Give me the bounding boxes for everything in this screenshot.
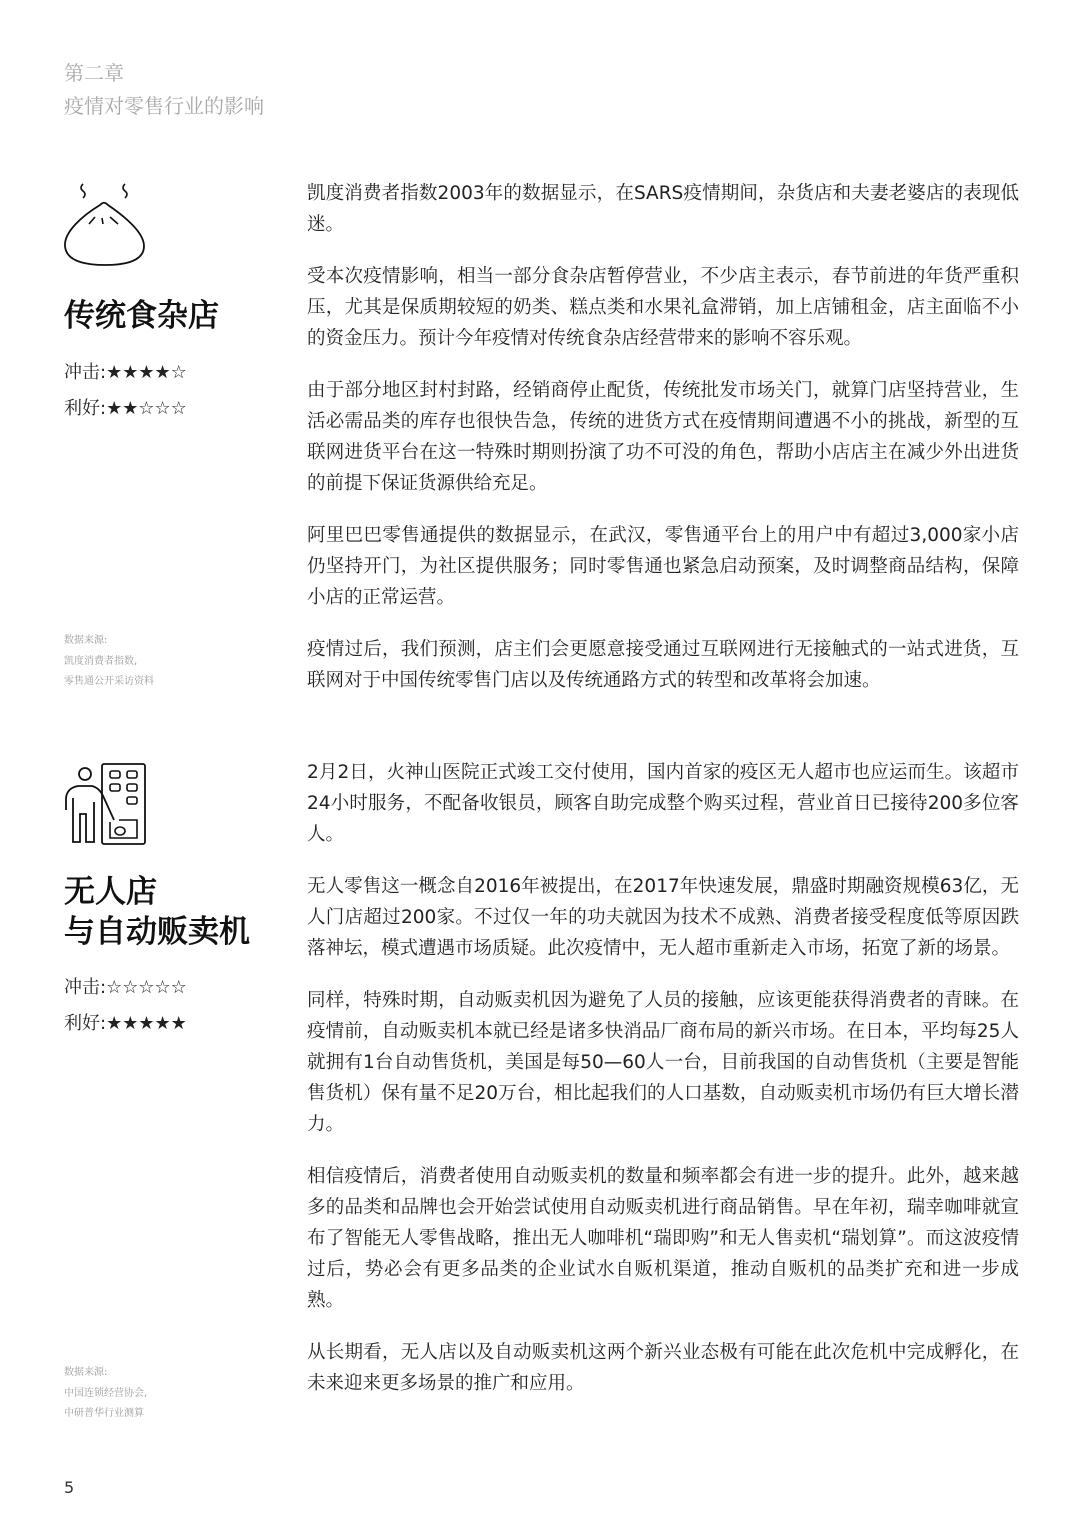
- source-line: 数据来源:: [64, 1367, 108, 1378]
- paragraph: 同样，特殊时期，自动贩卖机因为避免了人员的接触，应该更能获得消费者的青睐。在疫情前，自动贩卖机本就已经是诸多快消品厂商布局的新兴市场。在日本，平均每25人就拥有1台自动售货机，美国是每50—60人一台，目前我国的自动售货机（主要是智能售货机）保有量不足20万台，相比起我们的人口基数，自动贩卖机市场仍有巨大增长潜力。: [307, 990, 1019, 1135]
- section-body: [307, 757, 1019, 1420]
- paragraph: 疫情过后，我们预测，店主们会更愿意接受通过互联网进行无接触式的一站式进货，互联网对于中国传统零售门店以及传统通路方式的转型和改革将会加速。: [307, 639, 1019, 691]
- section-heading: 无人店: [64, 874, 157, 910]
- source-line: 零售通公开采访资料: [64, 676, 154, 687]
- source-line: 数据来源:: [64, 635, 108, 646]
- impact-rating: [64, 355, 187, 391]
- benefit-rating: [64, 1006, 187, 1042]
- paragraph: 凯度消费者指数2003年的数据显示，在SARS疫情期间，杂货店和夫妻老婆店的表现低迷。: [307, 183, 1019, 235]
- section-heading: 与自动贩卖机: [64, 914, 250, 950]
- benefit-label: 利好:: [64, 398, 107, 419]
- impact-rating: [64, 970, 187, 1006]
- paragraph: 2月2日，火神山医院正式竣工交付使用，国内首家的疫区无人超市也应运而生。该超市24小时服务，不配备收银员，顾客自助完成整个购买过程，营业首日已接待200多位客人。: [307, 762, 1019, 845]
- source-line: 凯度消费者指数,: [64, 655, 138, 667]
- source-line: 中研普华行业测算: [64, 1408, 144, 1419]
- benefit-stars: ★★★★★: [106, 1013, 187, 1034]
- paragraph: 无人零售这一概念自2016年被提出，在2017年快速发展，鼎盛时期融资规模63亿，无人门店超过200家。不过仅一年的功夫就因为技术不成熟、消费者接受程度低等原因跌落神坛，模式遭遇市场质疑。此次疫情中，无人超市重新走入市场，拓宽了新的场景。: [307, 876, 1019, 959]
- paragraph: 从长期看，无人店以及自动贩卖机这两个新兴业态极有可能在此次危机中完成孵化，在未来迎来更多场景的推广和应用。: [307, 1342, 1019, 1394]
- impact-stars: ☆☆☆☆☆: [106, 977, 187, 998]
- chapter-title: 疫情对零售行业的影响: [64, 94, 264, 118]
- page-number: 5: [64, 1478, 75, 1497]
- data-source-note: [64, 1363, 147, 1425]
- section-body: [307, 178, 1019, 717]
- vending-machine-person-icon: [64, 762, 148, 846]
- impact-label: 冲击:: [64, 362, 107, 383]
- benefit-stars: ★★☆☆☆: [106, 398, 187, 419]
- data-source-note: [64, 631, 154, 693]
- benefit-rating: [64, 391, 187, 427]
- chapter-label: 第二章: [64, 61, 124, 85]
- impact-stars: ★★★★☆: [106, 362, 187, 383]
- impact-label: 冲击:: [64, 977, 107, 998]
- paragraph: 受本次疫情影响，相当一部分食杂店暂停营业，不少店主表示，春节前进的年货严重积压，尤其是保质期较短的奶类、糕点类和水果礼盒滞销，加上店铺租金，店主面临不小的资金压力。预计今年疫情对传统食杂店经营带来的影响不容乐观。: [307, 266, 1019, 349]
- section-heading: 传统食杂店: [64, 298, 219, 334]
- paragraph: 由于部分地区封村封路，经销商停止配货，传统批发市场关门，就算门店坚持营业，生活必需品类的库存也很快告急，传统的进货方式在疫情期间遭遇不小的挑战，新型的互联网进货平台在这一特殊时期则扮演了功不可没的角色，帮助小店店主在减少外出进货的前提下保证货源供给充足。: [307, 380, 1019, 494]
- paragraph: 相信疫情后，消费者使用自动贩卖机的数量和频率都会有进一步的提升。此外，越来越多的品类和品牌也会开始尝试使用自动贩卖机进行商品销售。早在年初，瑞幸咖啡就宣布了智能无人零售战略，推出无人咖啡机“瑞即购”和无人售卖机“瑞划算”。而这波疫情过后，势必会有更多品类的企业试水自贩机渠道，推动自贩机的品类扩充和进一步成熟。: [307, 1166, 1019, 1311]
- steamed-bun-icon: [62, 182, 148, 268]
- source-line: 中国连锁经营协会,: [64, 1387, 148, 1399]
- paragraph: 阿里巴巴零售通提供的数据显示，在武汉，零售通平台上的用户中有超过3,000家小店仍坚持开门，为社区提供服务；同时零售通也紧急启动预案，及时调整商品结构，保障小店的正常运营。: [307, 525, 1019, 608]
- benefit-label: 利好:: [64, 1013, 107, 1034]
